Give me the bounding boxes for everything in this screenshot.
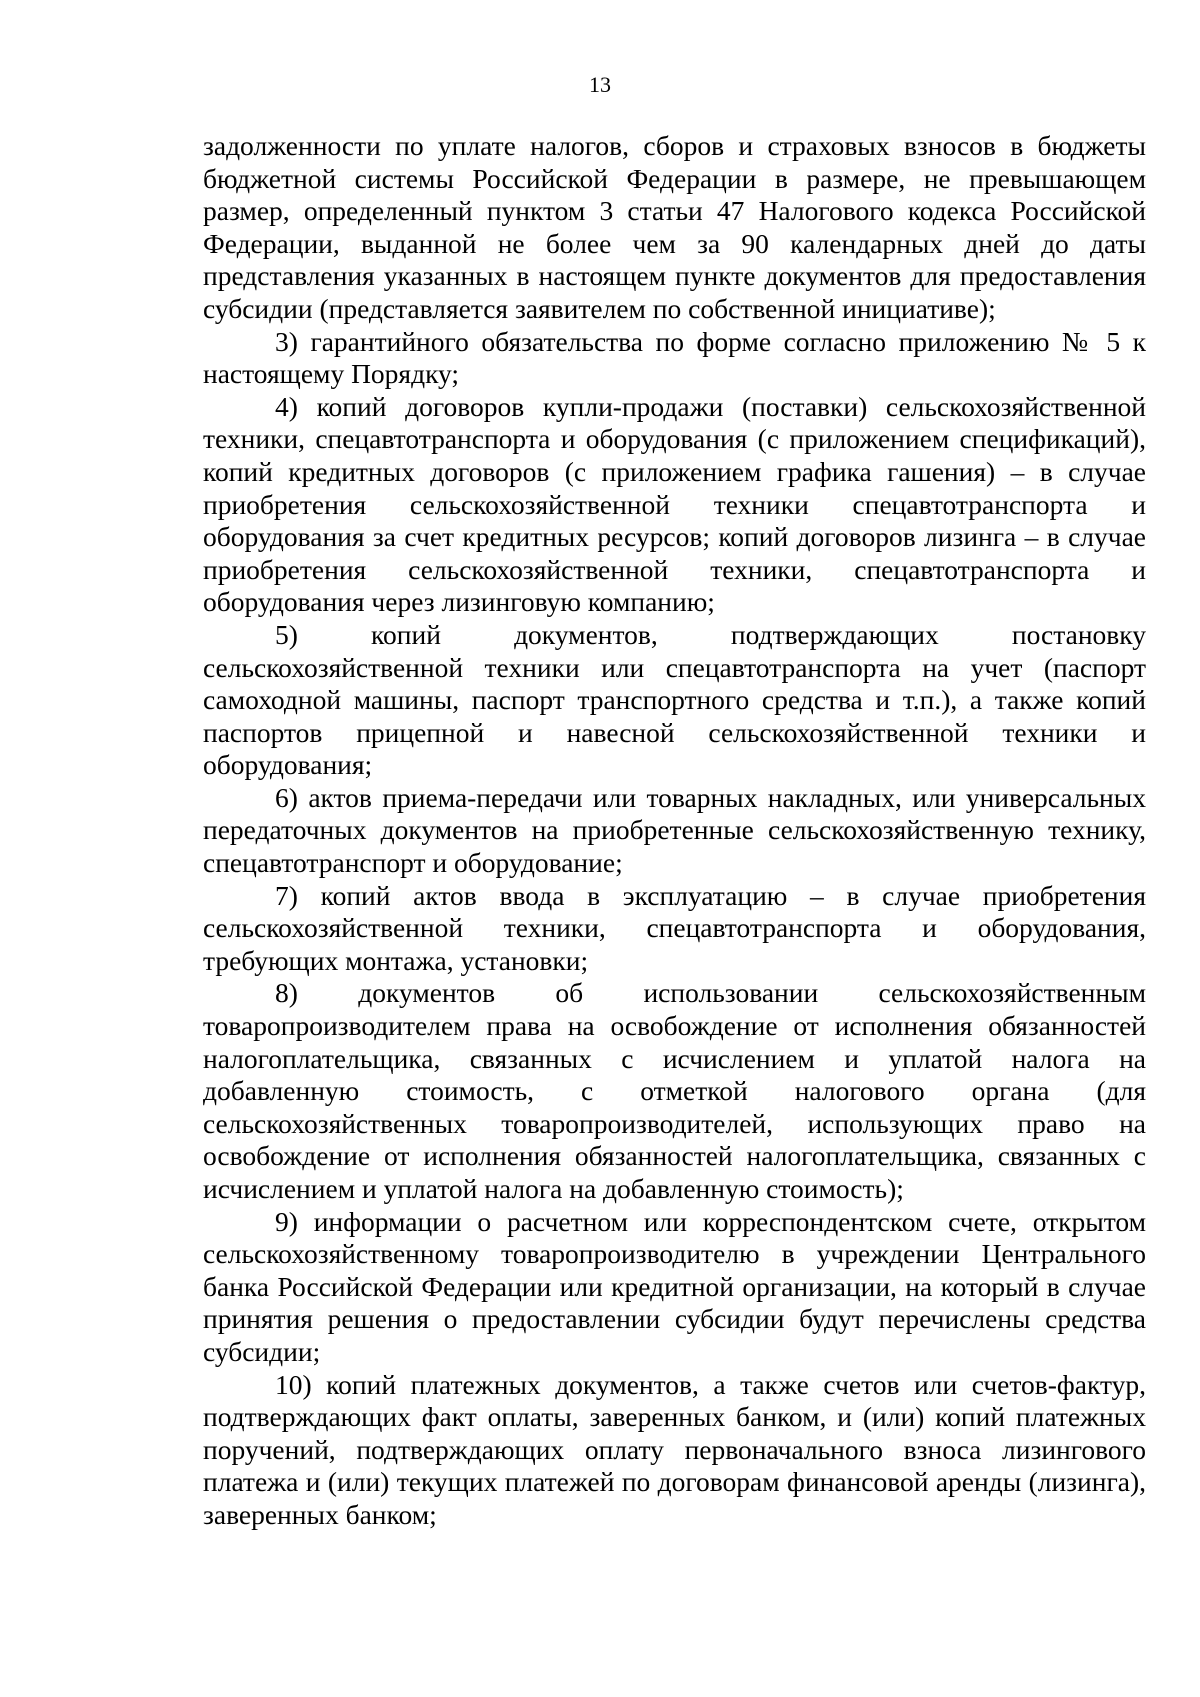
paragraph-item-8: 8) документов об использовании сельскохозяйственным товаропроизводителем права на освобождение от исполнения обязанностей налогоплательщика, связанных с исчислением и уплатой налога на добавленную стоимость, с отметкой налогового органа (для сельскохозяйственных товаропроизводителей, использующих право на освобождение от исполнения обязанностей налогоплательщика, связанных с исчислением и уплатой налога на добавленную стоимость); [203, 977, 1146, 1204]
paragraph-item-6: 6) актов приема-передачи или товарных накладных, или универсальных передаточных документов на приобретенные сельскохозяйственную технику, спецавтотранспорт и оборудование; [203, 781, 1146, 879]
page-number: 13 [589, 72, 611, 97]
document-body [203, 130, 1146, 1532]
paragraph-item-7: 7) копий актов ввода в эксплуатацию – в случае приобретения сельскохозяйственной техники, спецавтотранспорта и оборудования, требующих монтажа, установки; [203, 879, 1146, 976]
paragraph-continuation: задолженности по уплате налогов, сборов и страховых взносов в бюджеты бюджетной системы Российской Федерации в размере, не превышающем размер, определенный пунктом 3 статьи 47 Налогового кодекса Российской Федерации, выданной не более чем за 90 календарных дней до даты представления указанных в настоящем пункте документов для предоставления субсидии (представляется заявителем по собственной инициативе); [203, 130, 1146, 324]
paragraph-item-9: 9) информации о расчетном или корреспондентском счете, открытом сельскохозяйственному товаропроизводителю в учреждении Центрального банка Российской Федерации или кредитной организации, на который в случае принятия решения о предоставлении субсидии будут перечислены средства субсидии; [203, 1205, 1146, 1367]
paragraph-item-10: 10) копий платежных документов, а также счетов или счетов-фактур, подтверждающих факт оплаты, заверенных банком, и (или) копий платежных поручений, подтверждающих оплату первоначального взноса лизингового платежа и (или) текущих платежей по договорам финансовой аренды (лизинга), заверенных банком; [203, 1368, 1146, 1530]
paragraph-item-5: 5) копий документов, подтверждающих постановку сельскохозяйственной техники или спецавтотранспорта на учет (паспорт самоходной машины, паспорт транспортного средства и т.п.), а также копий паспортов прицепной и навесной сельскохозяйственной техники и оборудования; [203, 618, 1146, 781]
paragraph-item-4: 4) копий договоров купли-продажи (поставки) сельскохозяйственной техники, спецавтотранспорта и оборудования (с приложением спецификаций), копий кредитных договоров (с приложением графика гашения) – в случае приобретения сельскохозяйственной техники спецавтотранспорта и оборудования за счет кредитных ресурсов; копий договоров лизинга – в случае приобретения сельскохозяйственной техники, спецавтотранспорта и оборудования через лизинговую компанию; [203, 390, 1146, 618]
paragraph-item-3: 3) гарантийного обязательства по форме согласно приложению № 5 к настоящему Порядку; [203, 325, 1146, 390]
